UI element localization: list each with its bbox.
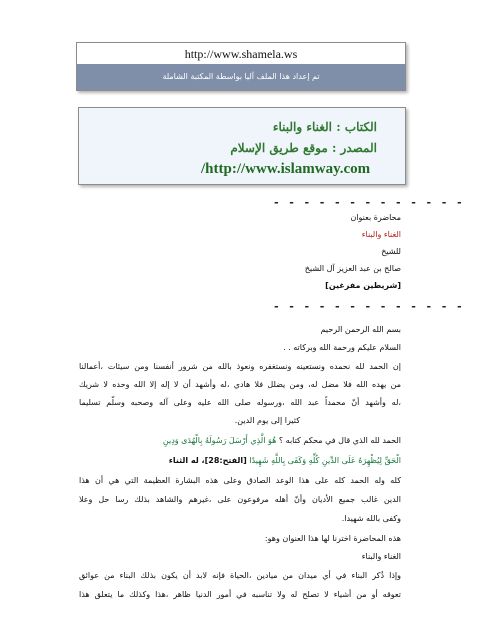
paragraph-3-title: الغناء والبناء: [361, 552, 401, 561]
quran-verse-part-1: هُوَ الَّذِي أَرْسَلَ رَسُولَهُ بِالْهُدَى وَدِينِ: [162, 436, 277, 445]
paragraph-3: هذه المحاضرة اخترنا لها هذا العنوان وهو:: [264, 534, 401, 543]
shamela-url[interactable]: http://www.shamela.ws: [184, 47, 298, 61]
by-label: للشيخ: [381, 247, 401, 256]
separator-top: - - - - - - - - - - - - -: [273, 196, 464, 209]
lecture-title-label: محاضرة بعنوان: [350, 213, 401, 222]
book-source-line: المصدر : موقع طريق الإسلام: [230, 141, 377, 155]
basmala: بسم الله الرحمن الرحيم: [320, 325, 401, 334]
paragraph-2-line-5: وكفى بالله شهيدا.: [341, 514, 401, 523]
paragraph-4-line-2: تعوقه أو من أشياء لا تصلح له ولا تناسبه في أمور الدنيا ظاهر ،هذا وكذلك ما يتعلق هذا: [79, 590, 401, 599]
paragraph-1-line-3: ،له وأشهد أنّ محمداً عبد الله ،ورسوله صلى الله عليه وعلى آله وصحبه وسلّم تسليما: [79, 398, 401, 407]
lecture-title: الغناء والبناء: [361, 230, 401, 239]
separator-bottom: - - - - - - - - - - - - -: [273, 300, 464, 313]
paragraph-1-line-2: من يهده الله فلا مضل له، ومن يضلل فلا هادي ،له وأشهد أن لا إله إلا الله وحده لا شريك: [79, 380, 401, 389]
paragraph-2-line-2: [169, 455, 401, 466]
paragraph-1-line-1: إن الحمد لله نحمده ونستعينه ونستغفره ونعوذ بالله من شرور أنفسنا ومن سيئات ،أعمالنا: [79, 362, 401, 371]
source-url-link[interactable]: /http://www.islamway.com: [201, 161, 371, 177]
shamela-note-bar: تم إعداد هذا الملف آليا بواسطة المكتبة الشاملة: [77, 64, 405, 90]
tapes-note: [شريطين مفرغين]: [325, 281, 401, 290]
salam-line: السلام عليكم ورحمة الله وبركاته . .: [283, 343, 401, 352]
sheikh-name: صالح بن عبد العزيز آل الشيخ: [304, 264, 401, 273]
book-info-box: [78, 107, 406, 185]
paragraph-2-line-1: [163, 435, 401, 446]
paragraph-2-intro: الحمد لله الذي قال في محكم كتابه ؟: [278, 436, 401, 445]
quran-verse-part-2: الْحَقِّ لِيُظْهِرَهُ عَلَى الدِّينِ كُلِّهِ وَكَفَى بِاللَّهِ شَهِيدًا: [249, 456, 401, 465]
paragraph-1-line-4: كثيرا إلى يوم الدين.: [234, 416, 300, 425]
book-title-line: الكتاب : الغناء والبناء: [272, 120, 377, 134]
paragraph-2-line-4: الدين غالب جميع الأديان وأنّ أهله مرفوعون على ،غيرهم والشاهد بذلك رسا حل وعلا: [79, 495, 401, 504]
paragraph-2-line-3: كله وله الحمد كله على هذا الوعد الصادق وعلى هذه البشارة العظيمة التي هي أن هذا: [79, 476, 401, 485]
shamela-header-box: [76, 42, 406, 91]
verse-reference: [الفتح:28]، له الثناء: [168, 456, 247, 465]
paragraph-4-line-1: وإذا ذُكر البناء في أي ميدان من ميادين ،الحياة فإنه لابد أن يكون بذلك البناء من عوائق: [79, 571, 401, 580]
